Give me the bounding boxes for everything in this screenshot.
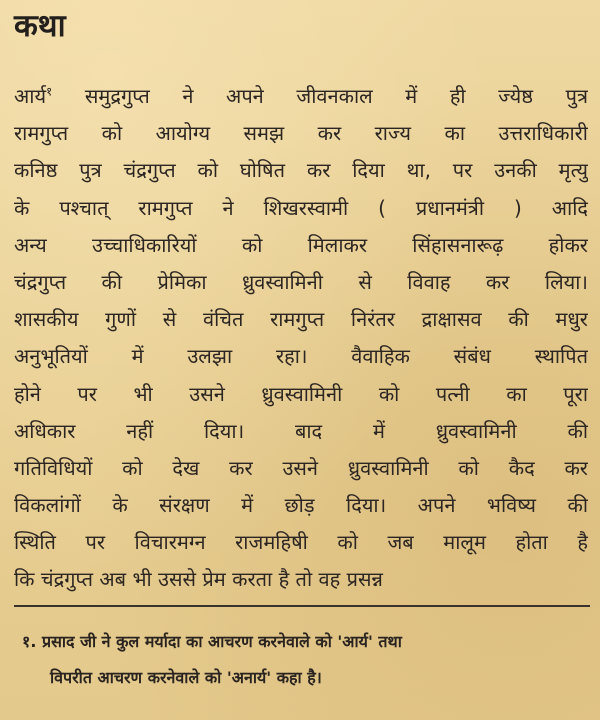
footnote xyxy=(22,624,590,696)
footnote-line-2: विपरीत आचरण करनेवाले को 'अनार्य' कहा है। xyxy=(50,668,322,687)
paragraph-line-7: शासकीय गुणों से वंचित रामगुप्त निरंतर द्राक्षासव की मधुर xyxy=(14,307,588,332)
line-1-rest: समुद्रगुप्त ने अपने जीवनकाल में ही ज्येष्ठ पुत्र xyxy=(84,84,588,108)
paragraph-line-11: गतिविधियों को देख कर उसने ध्रुवस्वामिनी को कैद कर xyxy=(14,455,588,480)
paragraph-line-8: अनुभूतियों में उलझा रहा। वैवाहिक संबंध स्थापित xyxy=(14,344,588,369)
paragraph-line-2: रामगुप्त को आयोग्य समझ कर राज्य का उत्तराधिकारी xyxy=(14,121,588,146)
footnote-line-1: १. प्रसाद जी ने कुल मर्यादा का आचरण करनेवाले को 'आर्य' तथा xyxy=(22,632,402,651)
paragraph-line-9: होने पर भी उसने ध्रुवस्वामिनी को पत्नी का पूरा xyxy=(14,381,588,406)
footnote-reference: १ xyxy=(46,84,53,99)
chapter-heading: कथा xyxy=(14,8,66,44)
paragraph-line-10: अधिकार नहीं दिया। बाद में ध्रुवस्वामिनी की xyxy=(14,418,588,443)
paragraph-line-5: अन्य उच्चाधिकारियों को मिलाकर सिंहासनारूढ़ होकर xyxy=(14,232,588,257)
paragraph-line-4: के पश्चात् रामगुप्त ने शिखरस्वामी ( प्रधानमंत्री ) आदि xyxy=(14,195,588,220)
paragraph-line-13: स्थिति पर विचारमग्न राजमहिषी को जब मालूम होता है xyxy=(14,530,588,555)
paragraph-line-1 xyxy=(14,78,588,115)
paragraph-line-6: चंद्रगुप्त की प्रेमिका ध्रुवस्वामिनी से विवाह कर लिया। xyxy=(14,269,588,294)
paragraph-line-12: विकलांगों के संरक्षण में छोड़ दिया। अपने भविष्य की xyxy=(14,493,588,518)
paragraph-line-14: कि चंद्रगुप्त अब भी उससे प्रेम करता है तो वह प्रसन्न xyxy=(14,567,383,592)
story-paragraph xyxy=(14,78,588,599)
paragraph-line-3: कनिष्ठ पुत्र चंद्रगुप्त को घोषित कर दिया था, पर उनकी मृत्यु xyxy=(14,158,588,183)
first-word: आर्य xyxy=(14,84,47,108)
footnote-divider xyxy=(14,605,590,607)
